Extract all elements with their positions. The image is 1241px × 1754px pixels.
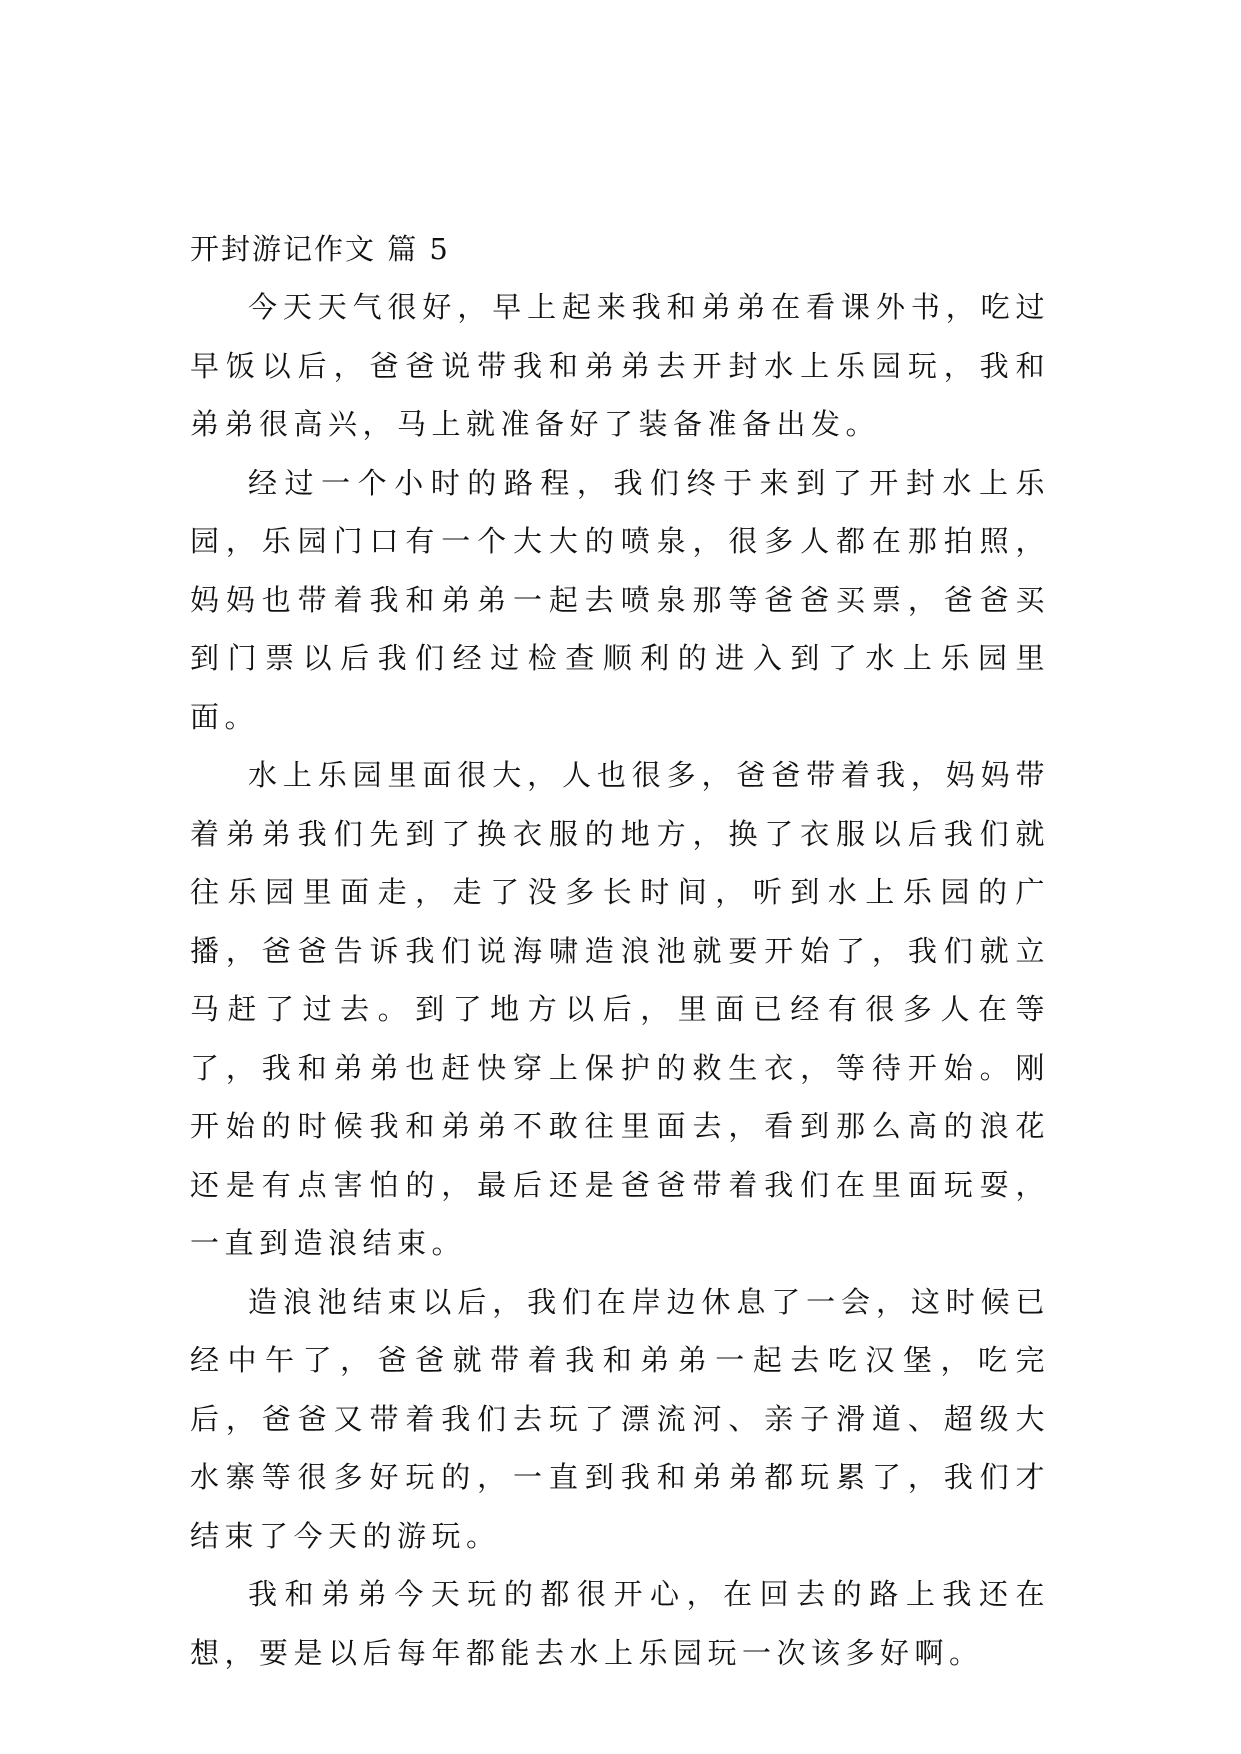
- paragraph: 水上乐园里面很大，人也很多，爸爸带着我，妈妈带着弟弟我们先到了换衣服的地方，换了衣服以后我们就往乐园里面走，走了没多长时间，听到水上乐园的广播，爸爸告诉我们说海啸造浪池就要开始了，我们就立马赶了过去。到了地方以后，里面已经有很多人在等了，我和弟弟也赶快穿上保护的救生衣，等待开始。刚开始的时候我和弟弟不敢往里面去，看到那么高的浪花还是有点害怕的，最后还是爸爸带着我们在里面玩耍，一直到造浪结束。: [190, 758, 1050, 1260]
- paragraph: 今天天气很好，早上起来我和弟弟在看课外书，吃过早饭以后，爸爸说带我和弟弟去开封水上乐园玩，我和弟弟很高兴，马上就准备好了装备准备出发。: [190, 290, 1050, 441]
- paragraph: 我和弟弟今天玩的都很开心，在回去的路上我还在想，要是以后每年都能去水上乐园玩一次该多好啊。: [190, 1577, 1050, 1670]
- paragraph: 经过一个小时的路程，我们终于来到了开封水上乐园，乐园门口有一个大大的喷泉，很多人都在那拍照，妈妈也带着我和弟弟一起去喷泉那等爸爸买票，爸爸买到门票以后我们经过检查顺利的进入到了水上乐园里面。: [190, 465, 1050, 734]
- paragraph: 造浪池结束以后，我们在岸边休息了一会，这时候已经中午了，爸爸就带着我和弟弟一起去吃汉堡，吃完后，爸爸又带着我们去玩了漂流河、亲子滑道、超级大水寨等很多好玩的，一直到我和弟弟都玩累了，我们才结束了今天的游玩。: [190, 1284, 1050, 1553]
- document-title: 开封游记作文 篇 5: [190, 232, 450, 266]
- document-body: [190, 220, 1050, 1682]
